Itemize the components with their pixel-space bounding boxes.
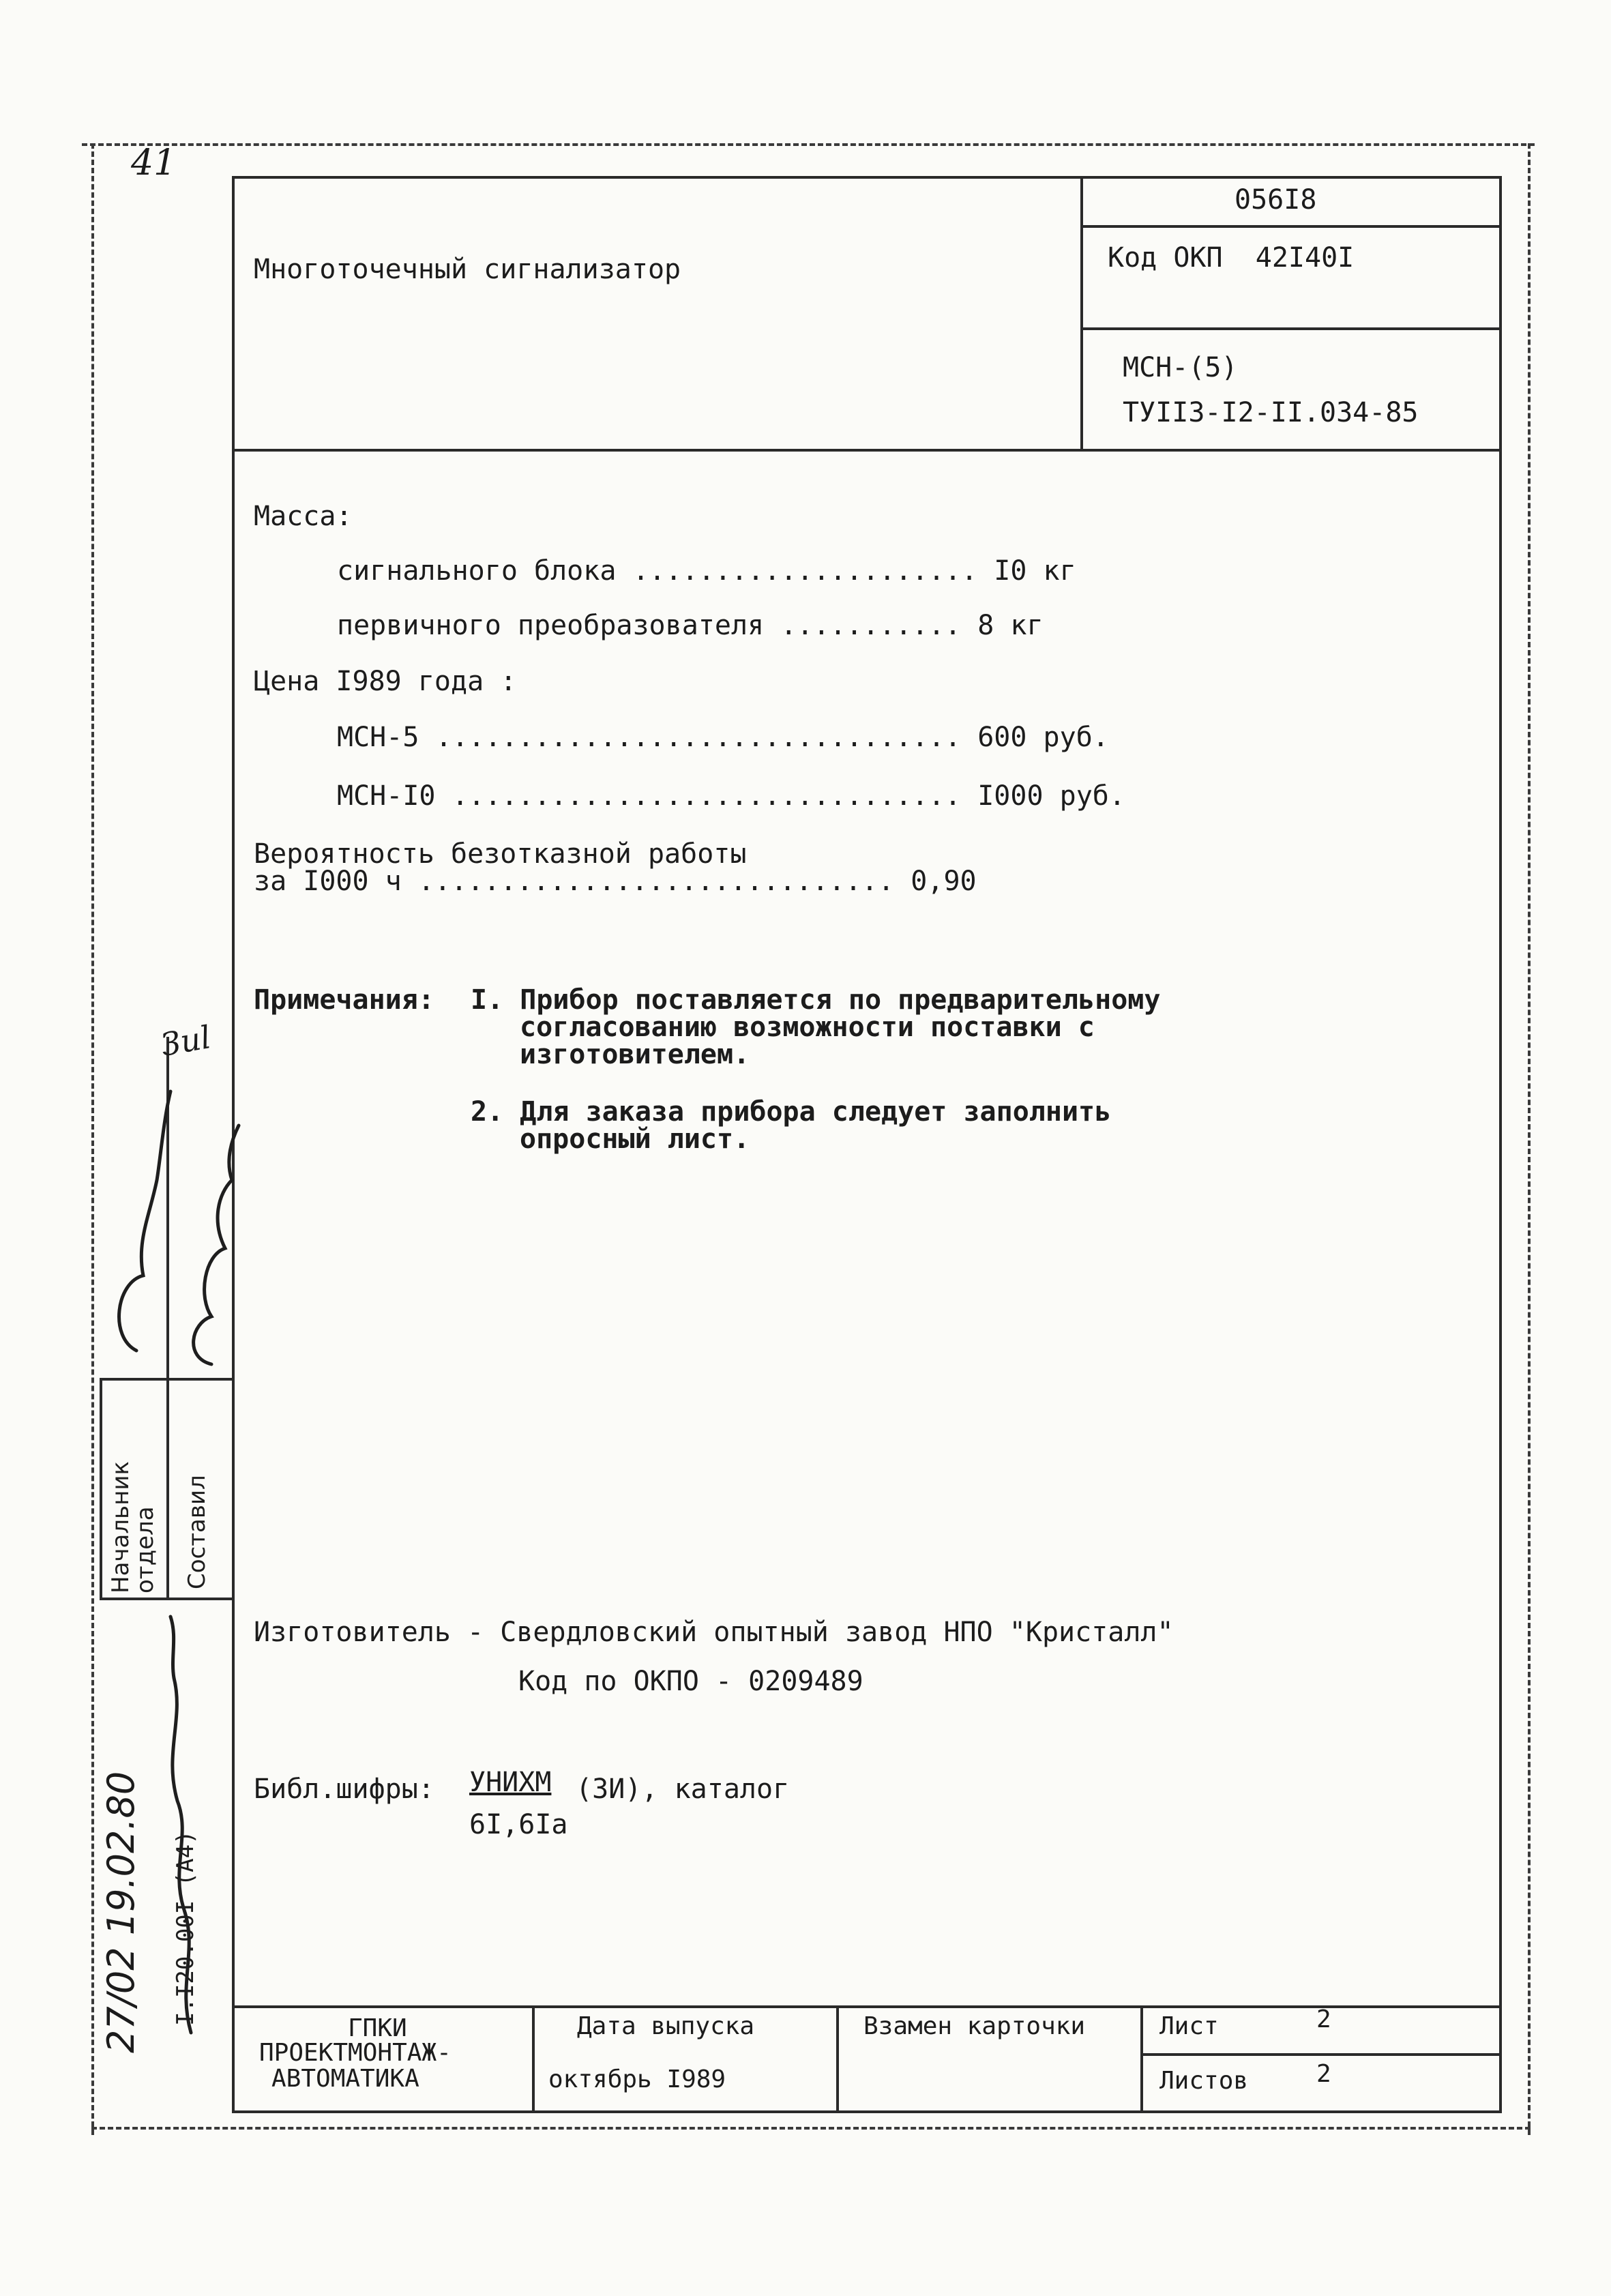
product-name: Многоточечный сигнализатор (254, 254, 681, 285)
mass-title: Масса: (254, 501, 353, 532)
sheets-label: Листов (1159, 2067, 1249, 2095)
note-1-line-1: I. Прибор поставляется по предварительному (471, 984, 1161, 1016)
left-trim-line (91, 143, 94, 2135)
replaces-card-label: Взамен карточки (863, 2012, 1086, 2040)
note-1-line-2: согласованию возможности поставки с (520, 1012, 1095, 1043)
okp-rule (1080, 327, 1501, 330)
signature-date: 27/02 19.02.80 (100, 1771, 143, 2053)
okp-code: Код ОКП 42I40I (1108, 242, 1355, 274)
okpo-code: Код по ОКПО - 0209489 (518, 1666, 863, 1697)
header-divider (1080, 176, 1083, 449)
issue-date: октябрь I989 (548, 2065, 726, 2093)
notes-label: Примечания: (254, 984, 434, 1016)
library-code-rest: (ЗИ), каталог (559, 1773, 790, 1805)
signature-author (194, 1125, 239, 1364)
note-2-line-1: 2. Для заказа прибора следует заполнить (471, 1096, 1112, 1128)
library-code-unikhm: УНИХМ (469, 1767, 552, 1798)
org-line-3: АВТОМАТИКА (271, 2065, 419, 2093)
reliability-label: Вероятность безотказной работы (254, 838, 747, 870)
frame-right (1499, 176, 1502, 2112)
issue-date-label: Дата выпуска (577, 2012, 755, 2040)
note-1-line-3: изготовителем. (520, 1039, 750, 1070)
reliability-value: за I000 ч ............................. 0,90 (254, 866, 977, 897)
model-code: МСН-(5) (1123, 352, 1238, 383)
tu-code: ТУII3-I2-II.034-85 (1123, 397, 1419, 428)
library-codes-label: Библ.шифры: (254, 1773, 434, 1805)
manufacturer: Изготовитель - Свердловский опытный завод НПО "Кристалл" (254, 1617, 1174, 1648)
footer-col-2 (836, 2005, 839, 2112)
sheets-value: 2 (1316, 2060, 1331, 2088)
signature-head (119, 1091, 171, 1351)
library-catalog-numbers: 6I,6Iа (469, 1809, 568, 1840)
sheet-value: 2 (1316, 2005, 1331, 2033)
card-number: 056I8 (1235, 184, 1317, 216)
footer-top-rule (232, 2005, 1502, 2008)
format-code: I.I20.00I (А4) (172, 1830, 199, 2026)
department-head-label: Начальник отдела (107, 1461, 159, 1593)
frame-top (232, 176, 1502, 179)
price-title: Цена I989 года : (254, 666, 517, 697)
header-bottom-rule (232, 449, 1502, 452)
org-line-2: ПРОЕКТМОНТАЖ- (259, 2039, 452, 2067)
right-trim-line (1528, 143, 1531, 2135)
price-msn5: МСН-5 ................................ 600 руб. (337, 722, 1109, 753)
signature-initials: Зиl (158, 1018, 214, 1063)
note-2-line-2: опросный лист. (520, 1123, 750, 1155)
mass-signal-unit: сигнального блока ..................... I0 кг (337, 555, 1076, 587)
price-msn10: МСН-I0 ............................... I000 руб. (337, 780, 1125, 812)
mass-primary-converter: первичного преобразователя ........... 8 кг (337, 610, 1044, 641)
org-line-1: ГПКИ (348, 2014, 407, 2042)
frame-bottom (232, 2110, 1502, 2113)
footer-col-3 (1140, 2005, 1143, 2112)
card-number-rule (1080, 225, 1501, 228)
bottom-trim-line (91, 2127, 1531, 2130)
sheet-label: Лист (1159, 2012, 1219, 2040)
author-label: Составил (183, 1475, 211, 1589)
signature-date-line (171, 1617, 191, 2033)
footer-col-1 (532, 2005, 535, 2112)
footer-sheet-rule (1140, 2053, 1501, 2056)
top-trim-line (82, 143, 1535, 146)
page-number: 41 (131, 143, 177, 183)
